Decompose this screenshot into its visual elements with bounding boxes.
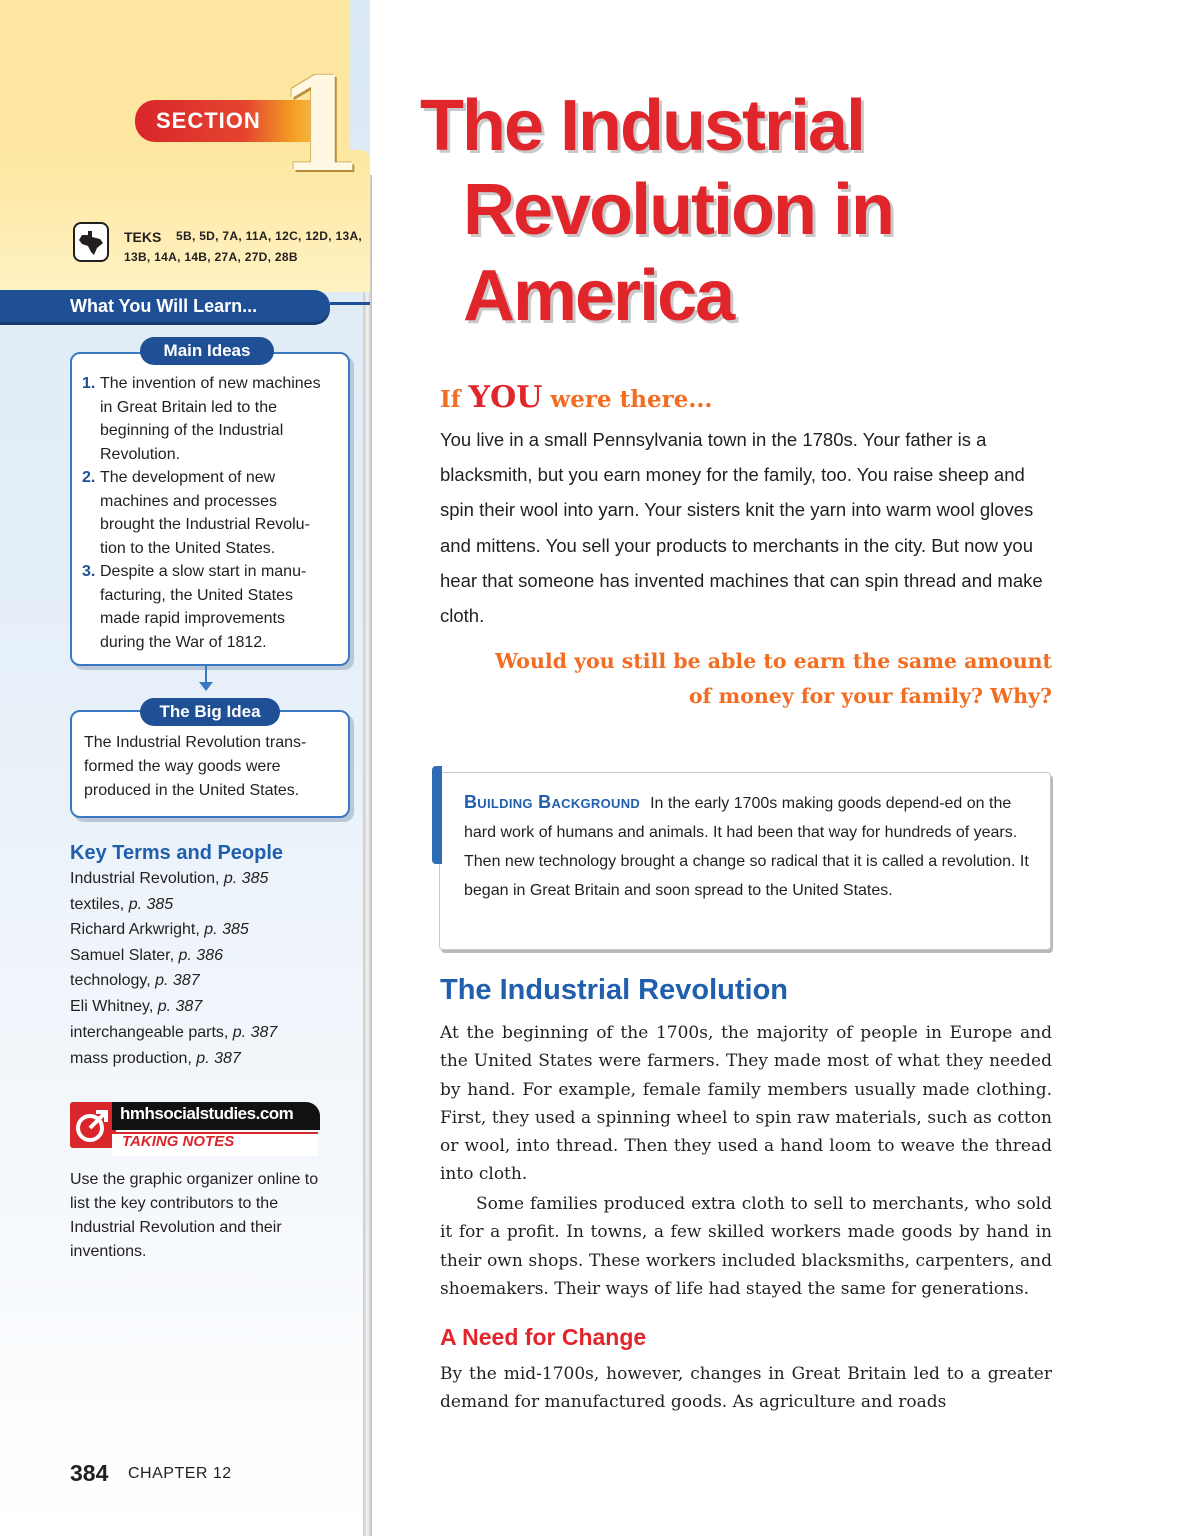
main-idea-number: 1. — [82, 375, 96, 392]
main-idea-text: Despite a slow start in manu-facturing, the United States made rapid improvements during the War of 1812. — [100, 563, 307, 651]
main-ideas-label: Main Ideas — [140, 337, 274, 365]
external-link-icon[interactable] — [70, 1102, 116, 1148]
key-term — [70, 921, 249, 939]
key-term-page: p. 387 — [155, 972, 200, 989]
scenario-question — [440, 644, 1052, 714]
page-title: The Industrial — [420, 86, 865, 166]
page-number: 384 — [70, 1460, 109, 1486]
sidebar-edge — [363, 175, 372, 1536]
key-term-name: Industrial Revolution, — [70, 870, 220, 887]
down-arrow-icon — [199, 682, 213, 691]
if-you-suffix: were there... — [550, 386, 713, 413]
question-line: Would you still be able to earn the same amount — [494, 649, 1052, 673]
main-idea-number: 2. — [82, 469, 96, 486]
building-background-tab — [432, 766, 442, 864]
building-background-body: In the early 1700s making goods depend-ed on the hard work of humans and animals. It had been that way for hundreds of years. Then new technology brought a change so radical that it is called a revolution. It began in Great Britain and soon spread to the United States. — [464, 795, 1029, 899]
key-term — [70, 896, 173, 914]
key-term-page: p. 387 — [157, 998, 203, 1015]
key-term-name: interchangeable parts, — [70, 1024, 229, 1041]
section-number: 1 — [276, 51, 366, 201]
main-idea-item — [82, 372, 332, 466]
connector-line — [205, 664, 207, 684]
page-title: Revolution in — [463, 170, 893, 250]
texas-map-icon — [73, 222, 109, 262]
if-you-were-there-heading — [440, 380, 712, 415]
scenario-text: You live in a small Pennsylvania town in the 1780s. Your father is a blacksmith, but you earn money for the family, too. You raise sheep and spin their wool into yarn. Your sisters knit the yarn into warm wool gloves and mittens. You sell your products to merchants in the city. But now you hear that someone has invented machines that can spin thread and make cloth. — [440, 429, 1043, 627]
key-term-name: mass production, — [70, 1050, 192, 1067]
taking-notes-label: TAKING NOTES — [122, 1133, 235, 1150]
main-idea-text: The development of new machines and processes brought the Industrial Revolu-tion to the United States. — [100, 469, 310, 557]
big-idea-label: The Big Idea — [140, 698, 280, 726]
key-term-page: p. 386 — [178, 947, 223, 964]
key-term-page: p. 385 — [204, 921, 249, 938]
body-paragraph: Some families produced extra cloth to sell to merchants, who sold it for a profit. In towns, a few skilled workers made goods by hand in their own shops. These workers included blacksmiths, carpenters, and shoemakers. Their ways of life had stayed the same for generations. — [440, 1194, 1052, 1299]
main-idea-item — [82, 560, 332, 654]
key-term — [70, 1024, 277, 1042]
key-term-name: technology, — [70, 972, 151, 989]
key-term — [70, 1050, 241, 1068]
key-term — [70, 972, 200, 990]
if-you-prefix: If — [440, 386, 461, 413]
big-idea-text: The Industrial Revolution trans-formed the way goods were produced in the United States. — [84, 734, 307, 799]
if-you-big: YOU — [468, 380, 543, 415]
key-term-name: Eli Whitney, — [70, 998, 154, 1015]
building-background-label: Building Background — [464, 792, 641, 812]
main-idea-item — [82, 466, 332, 560]
page-title: America — [463, 256, 734, 336]
taking-notes-description: Use the graphic organizer online to list the key contributors to the Industrial Revolution and their inventions. — [70, 1171, 319, 1260]
building-background-text — [464, 788, 1034, 905]
chapter-label: CHAPTER 12 — [128, 1465, 232, 1482]
key-term-page: p. 385 — [223, 870, 269, 887]
teks-label: TEKS — [124, 229, 162, 245]
key-term — [70, 998, 202, 1016]
body-paragraph: By the mid-1700s, however, changes in Great Britain led to a greater demand for manufactured goods. As agriculture and roads — [440, 1364, 1052, 1413]
learn-banner-rule — [330, 302, 370, 305]
key-term — [70, 870, 268, 888]
key-term — [70, 947, 223, 965]
main-idea-text: The invention of new machines in Great Britain led to the beginning of the Industrial Revolution. — [100, 375, 321, 463]
key-term-page: p. 385 — [128, 896, 174, 913]
key-term-name: Richard Arkwright, — [70, 921, 200, 938]
section-label: SECTION — [156, 108, 261, 133]
teks-codes: 5B, 5D, 7A, 11A, 12C, 12D, 13A, — [176, 229, 363, 243]
section-heading: The Industrial Revolution — [440, 974, 789, 1006]
question-line: of money for your family? Why? — [688, 684, 1052, 708]
learn-banner-text: What You Will Learn... — [70, 296, 258, 316]
key-term-page: p. 387 — [196, 1050, 241, 1067]
body-paragraph: At the beginning of the 1700s, the majority of people in Europe and the United States were farmers. They made most of what they needed by hand. For example, female family members usually made clothing. First, they used a spinning wheel to spin raw materials, such as cotton or wool, into thread. Then they used a hand loom to weave the thread into cloth. — [440, 1023, 1052, 1185]
key-term-name: textiles, — [70, 896, 125, 913]
subsection-heading: A Need for Change — [440, 1324, 647, 1350]
key-terms-heading: Key Terms and People — [70, 842, 284, 864]
key-term-name: Samuel Slater, — [70, 947, 175, 964]
website-link[interactable]: hmhsocialstudies.com — [120, 1104, 294, 1123]
key-term-page: p. 387 — [232, 1024, 278, 1041]
teks-codes: 13B, 14A, 14B, 27A, 27D, 28B — [124, 250, 298, 264]
main-idea-number: 3. — [82, 563, 96, 580]
